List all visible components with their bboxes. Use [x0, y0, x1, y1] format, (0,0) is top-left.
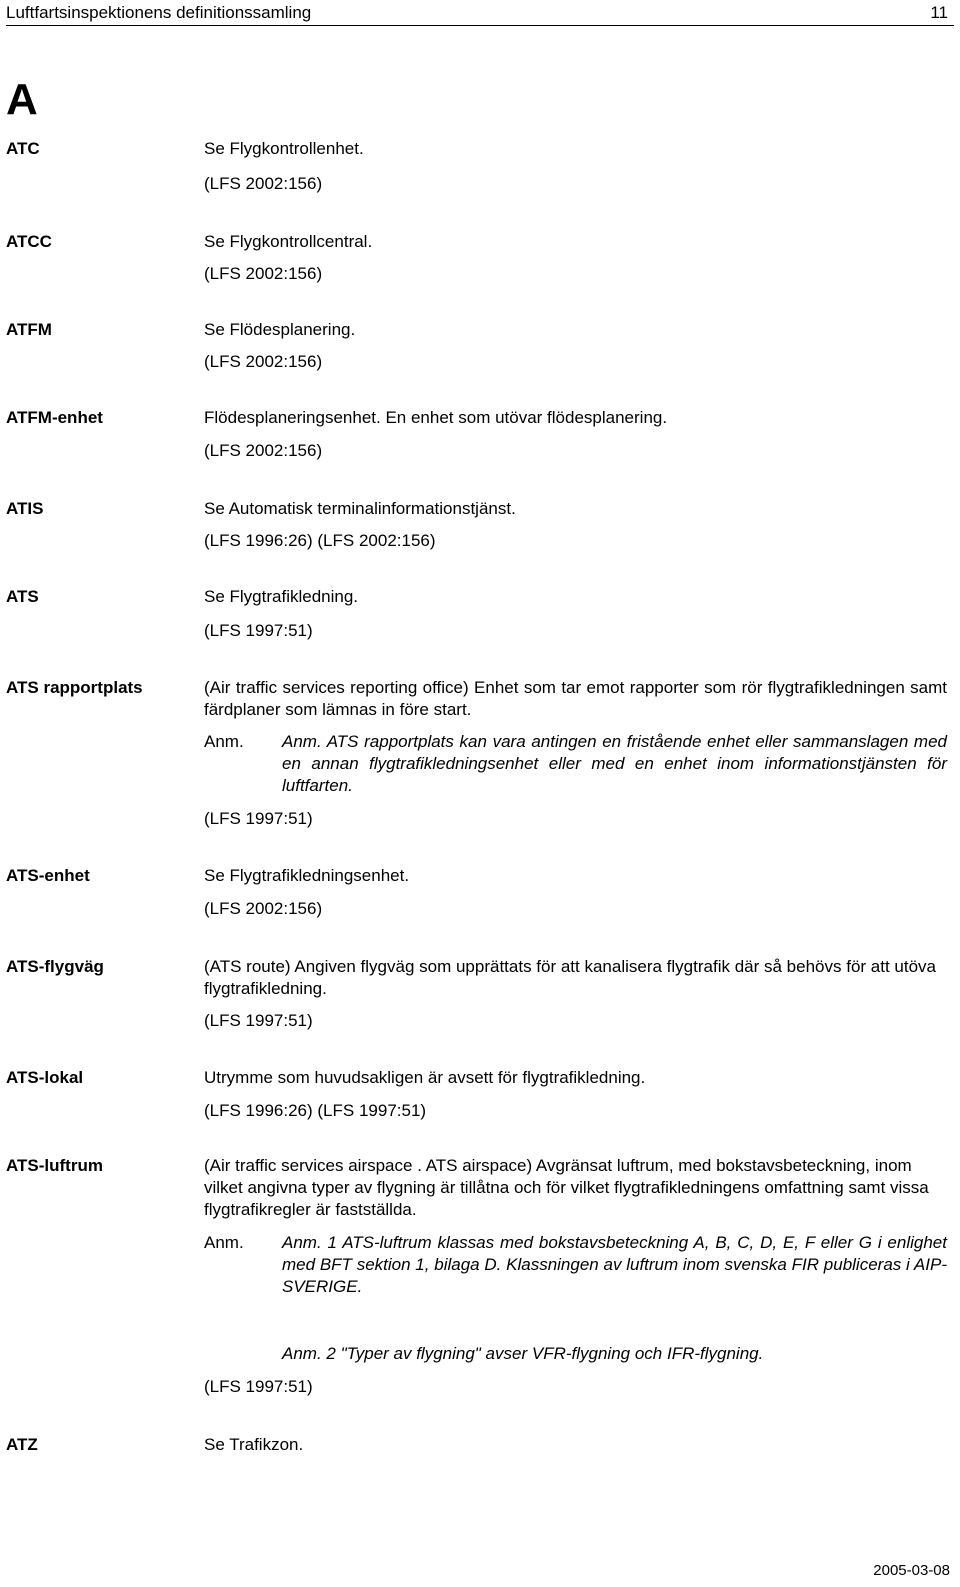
term-atfm: ATFM	[6, 320, 52, 339]
term-ats-enhet: ATS-enhet	[6, 866, 90, 885]
definition-ats-luftrum: (Air traffic services airspace . ATS airspace) Avgränsat luftrum, med bokstavsbeteckning, inom vilket angivna typer av flygning är tillåtna och för vilket flygtrafikledningens omfattning samt vissa flygtrafikregler är fastställda.	[204, 1156, 929, 1219]
definition-atis: Se Automatisk terminalinformationstjänst.	[204, 499, 516, 518]
footer-date: 2005-03-08	[873, 1562, 950, 1579]
note1-ats-luftrum: Anm. 1 ATS-luftrum klassas med bokstavsbeteckning A, B, C, D, E, F eller G i enlighet med BFT sektion 1, bilaga D. Klassningen av luftrum inom svenska FIR publiceras i AIP-SVERIGE.	[282, 1233, 947, 1296]
definition-atfm: Se Flödesplanering.	[204, 320, 356, 339]
reference-ats-luftrum: (LFS 1997:51)	[204, 1377, 313, 1396]
reference-atfm-enhet: (LFS 2002:156)	[204, 441, 323, 460]
reference-ats-lokal: (LFS 1996:26) (LFS 1997:51)	[204, 1101, 427, 1120]
definition-ats-rapportplats: (Air traffic services reporting office) Enhet som tar emot rapporter som rör flygtrafikledningen samt färdplaner som lämnas in före start.	[204, 678, 947, 719]
page-header	[6, 0, 954, 25]
term-atfm-enhet: ATFM-enhet	[6, 408, 103, 427]
definition-atc: Se Flygkontrollenhet.	[204, 139, 364, 158]
reference-ats-enhet: (LFS 2002:156)	[204, 899, 323, 918]
note-label-ats-rapportplats: Anm.	[204, 732, 244, 751]
document-title: Luftfartsinspektionens definitionssamling	[6, 3, 312, 22]
definition-atfm-enhet: Flödesplaneringsenhet. En enhet som utövar flödesplanering.	[204, 408, 668, 427]
reference-ats-rapportplats: (LFS 1997:51)	[204, 809, 313, 828]
term-ats: ATS	[6, 587, 39, 606]
definition-ats: Se Flygtrafikledning.	[204, 587, 359, 606]
definition-atz: Se Trafikzon.	[204, 1435, 304, 1454]
reference-atcc: (LFS 2002:156)	[204, 264, 323, 283]
definition-ats-flygvag: (ATS route) Angiven flygväg som upprättats för att kanalisera flygtrafik där så behövs för att utöva flygtrafikledning.	[204, 957, 936, 998]
note2-ats-luftrum: Anm. 2 "Typer av flygning" avser VFR-flygning och IFR-flygning.	[282, 1344, 764, 1363]
term-ats-luftrum: ATS-luftrum	[6, 1156, 103, 1175]
definition-ats-enhet: Se Flygtrafikledningsenhet.	[204, 866, 410, 885]
reference-ats-flygvag: (LFS 1997:51)	[204, 1011, 313, 1030]
term-ats-rapportplats: ATS rapportplats	[6, 678, 143, 697]
note-label-ats-luftrum: Anm.	[204, 1233, 244, 1252]
term-atz: ATZ	[6, 1435, 38, 1454]
reference-ats: (LFS 1997:51)	[204, 621, 313, 640]
reference-atis: (LFS 1996:26) (LFS 2002:156)	[204, 531, 436, 550]
reference-atc: (LFS 2002:156)	[204, 174, 323, 193]
note-ats-rapportplats: Anm. ATS rapportplats kan vara antingen en fristående enhet eller sammanslagen med en annan flygtrafikledningsenhet eller med en enhet inom informationstjänsten för luftfarten.	[282, 732, 947, 795]
reference-atfm: (LFS 2002:156)	[204, 352, 323, 371]
term-atc: ATC	[6, 139, 40, 158]
section-letter: A	[6, 75, 38, 124]
definition-atcc: Se Flygkontrollcentral.	[204, 232, 373, 251]
page-number: 11	[930, 3, 948, 22]
term-atis: ATIS	[6, 499, 44, 518]
term-ats-flygvag: ATS-flygväg	[6, 957, 104, 976]
header-rule	[6, 25, 954, 26]
term-atcc: ATCC	[6, 232, 52, 251]
definition-ats-lokal: Utrymme som huvudsakligen är avsett för flygtrafikledning.	[204, 1068, 646, 1087]
term-ats-lokal: ATS-lokal	[6, 1068, 84, 1087]
